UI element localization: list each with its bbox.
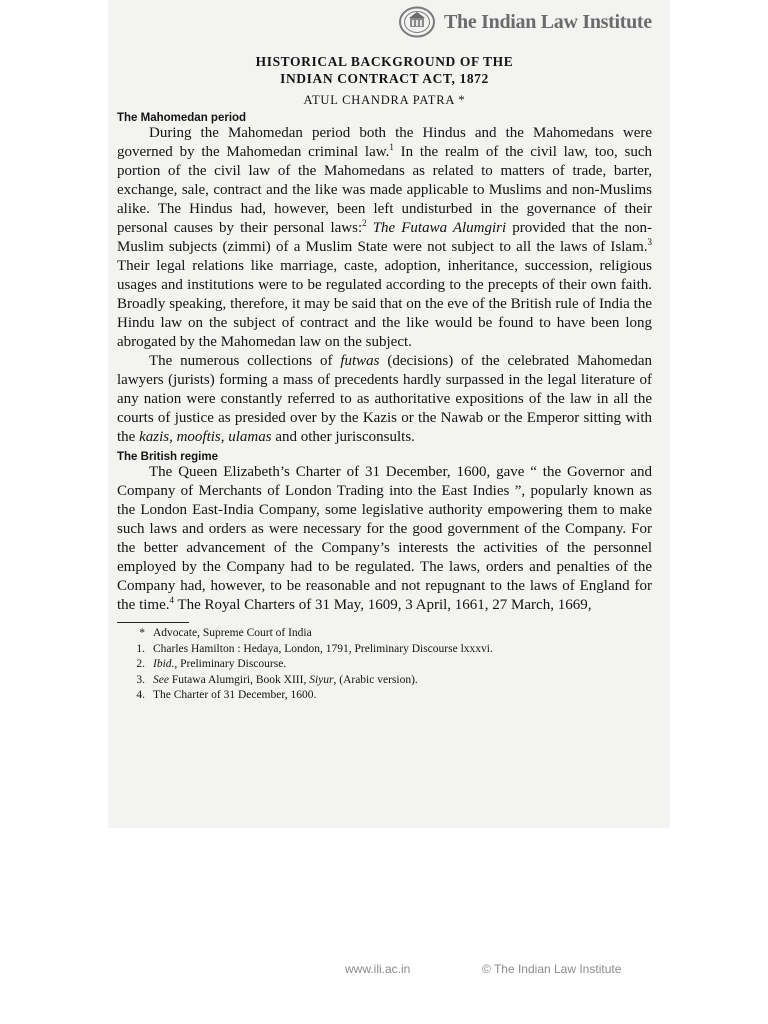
footnote-ref-2[interactable]: 2 [362, 218, 367, 228]
section-heading-mahomedan: The Mahomedan period [117, 112, 247, 124]
article [117, 53, 652, 704]
section-heading-british: The British regime [117, 451, 218, 463]
article-author: ATUL CHANDRA PATRA * [303, 93, 466, 107]
article-title-line1: HISTORICAL BACKGROUND OF THE [255, 54, 514, 69]
footnotes [117, 626, 652, 704]
paragraph-mahomedan-2: The numerous collections of futwas (decisions) of the celebrated Mahomedan lawyers (jurists) forming a mass of precedents hardly surpassed in the legal literature of any nation were constantly referred to as authoritative expositions of the law in all the courts of justice as presided over by the Kazis or the Nawab or the Emperor sitting with the kazis, mooftis, ulamas and other jurisconsults. [117, 353, 652, 445]
footnote-divider [117, 622, 189, 623]
footnote-ref-1[interactable]: 1 [389, 142, 394, 152]
footnote-item: * Advocate, Supreme Court of India [139, 627, 312, 639]
institute-emblem-icon [398, 6, 436, 38]
page-footer [0, 962, 768, 982]
article-title-line2: INDIAN CONTRACT ACT, 1872 [280, 71, 489, 86]
institute-name: The Indian Law Institute [444, 10, 652, 33]
page-header [398, 4, 670, 40]
footnote-item: 3. See Futawa Alumgiri, Book XIII, Siyur, (Arabic version). [136, 673, 418, 686]
footer-url-link[interactable]: www.ili.ac.in [345, 962, 411, 976]
paragraph-british-1: The Queen Elizabeth’s Charter of 31 December, 1600, gave “ the Governor and Company of Merchants of London Trading into the East Indies ”, popularly known as the London East-India Company, some legislative authority empowering them to make such laws and orders as were necessary for the good government of the Company. For the better advancement of the Company’s interests the activities of the personnel employed by the Company had to be regulated. The laws, orders and penalties of the Company had, however, to be reasonable and not repugnant to the laws of England for the time.$^4$ The Royal Charters of 31 May, 1609, 3 April, 1661, 27 March, 1669, [117, 464, 652, 613]
footnote-ref-3[interactable]: 3 [647, 237, 652, 247]
footnote-item: 4. The Charter of 31 December, 1600. [136, 689, 317, 701]
footnote-ref-4[interactable]: 4 [169, 595, 174, 605]
footnote-item: 1. Charles Hamilton : Hedaya, London, 1791, Preliminary Discourse lxxxvi. [136, 642, 493, 655]
footer-copyright: © The Indian Law Institute [482, 962, 622, 976]
paragraph-mahomedan-1: During the Mahomedan period both the Hindus and the Mahomedans were governed by the Mahomedan criminal law.$^1$ In the realm of the civil law, too, such portion of the civil law of the Mahomedans as related to matters of trade, barter, exchange, sale, contract and the like was made applicable to Muslims and non-Muslims alike. The Hindus had, however, been left undisturbed in the governance of their personal causes by their personal laws:$^2$ The Futawa Alumgiri provided that the non-Muslim subjects (zimmi) of a Muslim State were not subject to all the laws of Islam.$^3$ Their legal relations like marriage, caste, adoption, inheritance, succession, religious usages and institutions were to be regulated according to the precepts of their own faith. Broadly speaking, therefore, it may be said that on the eve of the British rule of India the Hindu law on the subject of contract and the like would be found to have been long abrogated by the Mahomedan law on the subject. [117, 125, 652, 350]
footnote-item: 2. Ibid., Preliminary Discourse. [136, 658, 287, 670]
